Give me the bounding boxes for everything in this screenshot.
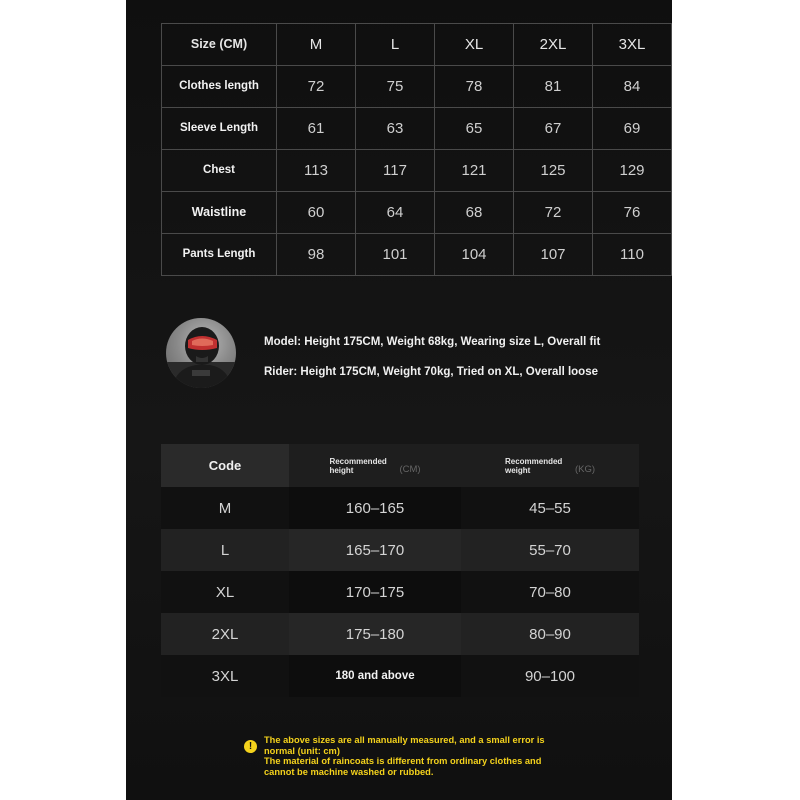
row-label: Chest [162,150,277,192]
weight-cell: 80–90 [461,613,639,655]
cell: 60 [277,192,356,234]
weight-header [461,444,639,487]
size-header-xl: XL [435,24,514,66]
weight-header-label: Recommended weight [504,456,563,475]
cell: 68 [435,192,514,234]
size-header-label: Size (CM) [162,24,277,66]
height-cell: 165–170 [289,529,461,571]
cell: 67 [514,108,593,150]
height-cell: 180 and above [289,655,461,697]
weight-cell: 90–100 [461,655,639,697]
cell: 81 [514,66,593,108]
cell: 107 [514,234,593,276]
size-header-l: L [356,24,435,66]
size-note [264,735,564,777]
height-cell: 170–175 [289,571,461,613]
cell: 78 [435,66,514,108]
recommendation-row [161,613,639,655]
size-row-pants-length [162,234,672,276]
weight-cell: 45–55 [461,487,639,529]
cell: 63 [356,108,435,150]
code-header: Code [161,444,289,487]
row-label: Sleeve Length [162,108,277,150]
cell: 69 [593,108,672,150]
warning-icon: ! [244,740,257,753]
size-chart-header-row [162,24,672,66]
cell: 98 [277,234,356,276]
cell: 113 [277,150,356,192]
row-label: Clothes length [162,66,277,108]
model-info-line: Model: Height 175CM, Weight 68kg, Wearing size L, Overall fit [264,336,601,348]
cell: 75 [356,66,435,108]
height-header [289,444,461,487]
model-avatar [166,318,236,388]
size-row-clothes-length [162,66,672,108]
size-row-chest [162,150,672,192]
cell: 84 [593,66,672,108]
size-row-waistline [162,192,672,234]
cell: 101 [356,234,435,276]
cell: 72 [514,192,593,234]
recommendation-header-row [161,444,639,487]
size-row-sleeve-length [162,108,672,150]
row-label: Waistline [162,192,277,234]
weight-cell: 55–70 [461,529,639,571]
recommendation-row [161,655,639,697]
recommendation-table [161,444,639,697]
cell: 129 [593,150,672,192]
note-line-1: The above sizes are all manually measured, and a small error is normal (unit: cm) [264,735,545,756]
note-line-2: The material of raincoats is different from ordinary clothes and cannot be machine washed or rubbed. [264,756,542,777]
code-cell: L [161,529,289,571]
code-cell: XL [161,571,289,613]
height-header-label: Recommended height [329,456,387,475]
cell: 76 [593,192,672,234]
rider-helmet-icon [166,318,236,388]
cell: 61 [277,108,356,150]
cell: 117 [356,150,435,192]
recommendation-row [161,571,639,613]
row-label: Pants Length [162,234,277,276]
size-chart-table [161,23,672,276]
size-header-2xl: 2XL [514,24,593,66]
size-header-m: M [277,24,356,66]
code-cell: M [161,487,289,529]
recommendation-row [161,529,639,571]
height-header-unit: (CM) [399,463,421,475]
height-cell: 160–165 [289,487,461,529]
cell: 72 [277,66,356,108]
cell: 121 [435,150,514,192]
cell: 104 [435,234,514,276]
code-cell: 2XL [161,613,289,655]
height-cell: 175–180 [289,613,461,655]
cell: 110 [593,234,672,276]
cell: 64 [356,192,435,234]
cell: 125 [514,150,593,192]
size-header-3xl: 3XL [593,24,672,66]
weight-header-unit: (KG) [574,463,596,475]
code-cell: 3XL [161,655,289,697]
rider-info-line: Rider: Height 175CM, Weight 70kg, Tried on XL, Overall loose [264,366,598,378]
recommendation-row [161,487,639,529]
weight-cell: 70–80 [461,571,639,613]
cell: 65 [435,108,514,150]
